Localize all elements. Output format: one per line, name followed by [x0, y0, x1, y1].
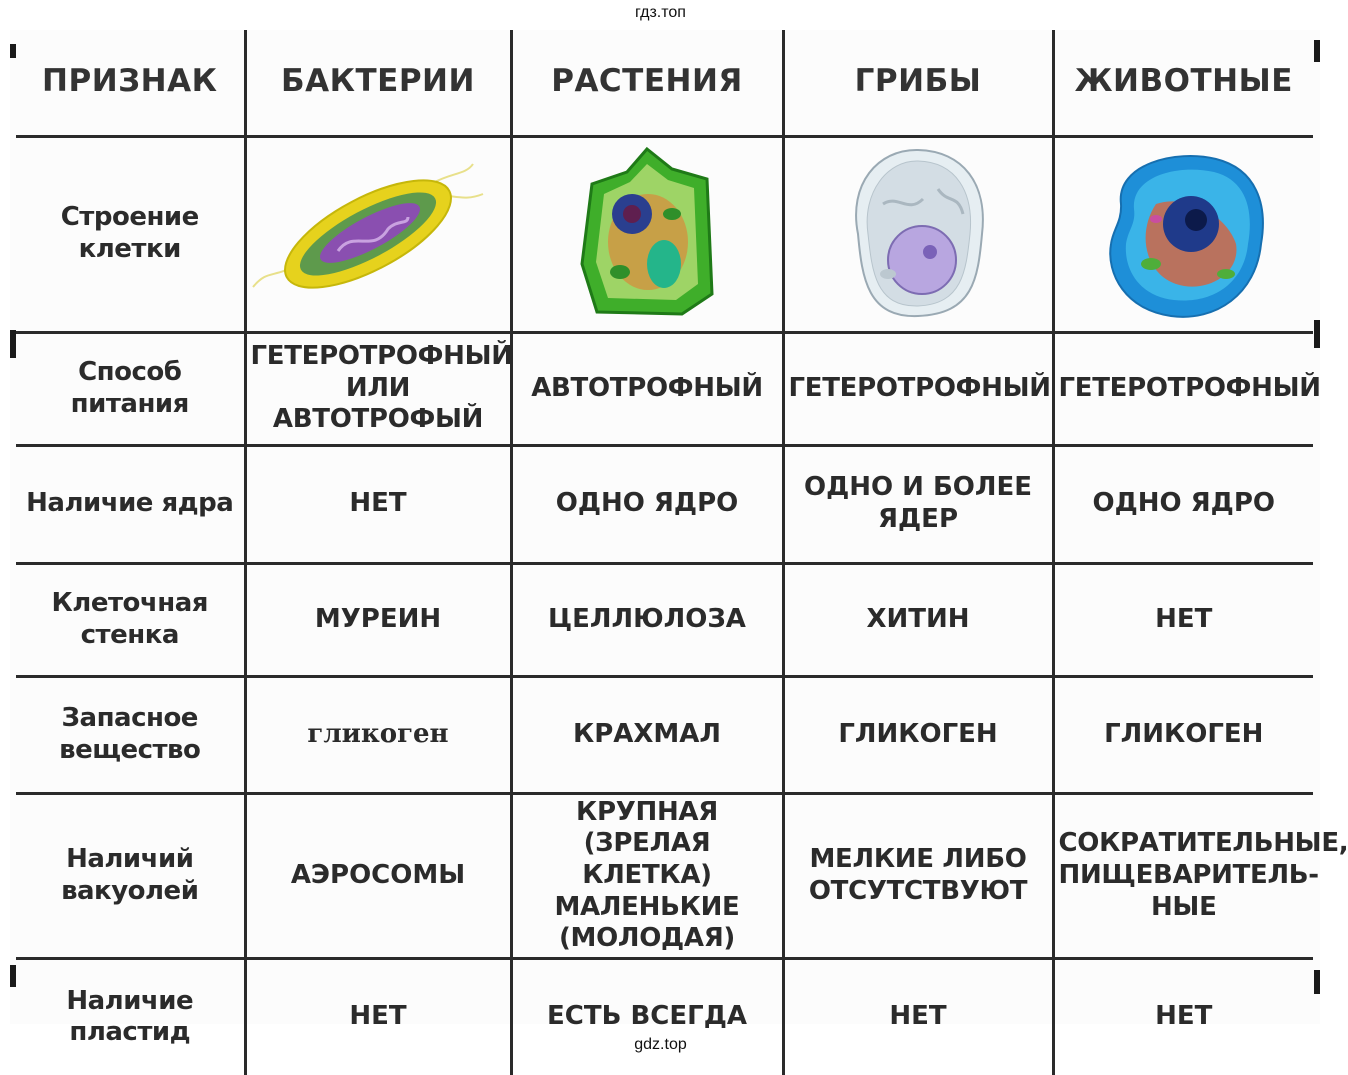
table-cell: КРУПНАЯ (ЗРЕЛАЯ КЛЕТКА) МАЛЕНЬКИЕ (МОЛОДАЯ)	[511, 793, 783, 959]
table-cell: МУРЕИН	[245, 563, 511, 676]
row-label: Наличие ядра	[16, 445, 245, 563]
animal-cell-image	[1053, 136, 1313, 332]
row-label: Наличий вакуолей	[16, 793, 245, 959]
page-edge-mark	[1314, 970, 1320, 994]
table-cell: АВТОТРОФНЫЙ	[511, 332, 783, 445]
row-label: Наличие пластид	[16, 959, 245, 1075]
table-cell: НЕТ	[245, 445, 511, 563]
table-cell: ГЛИКОГЕН	[1053, 676, 1313, 793]
table-cell: ГЕТЕРОТРОФНЫЙ	[1053, 332, 1313, 445]
table-cell: МЕЛКИЕ ЛИБО ОТСУТСТВУЮТ	[783, 793, 1053, 959]
plant-cell-image	[511, 136, 783, 332]
table-cell: ГЕТЕРОТРОФНЫЙ	[783, 332, 1053, 445]
table-cell: гликоген	[245, 676, 511, 793]
table-cell: ЕСТЬ ВСЕГДА	[511, 959, 783, 1075]
page-edge-mark	[1314, 320, 1320, 348]
table-row	[16, 793, 1313, 959]
plant-cell-illustration	[572, 144, 722, 324]
table-cell: НЕТ	[1053, 959, 1313, 1075]
table-cell: ОДНО ЯДРО	[1053, 445, 1313, 563]
table-cell: ГЕТЕРОТРОФНЫЙ ИЛИ АВТОТРОФЫЙ	[245, 332, 511, 445]
table-cell: ЦЕЛЛЮЛОЗА	[511, 563, 783, 676]
table-cell: КРАХМАЛ	[511, 676, 783, 793]
header-plants: РАСТЕНИЯ	[511, 30, 783, 136]
header-animals: ЖИВОТНЫЕ	[1053, 30, 1313, 136]
table-cell: НЕТ	[783, 959, 1053, 1075]
cell-comparison-table	[16, 30, 1348, 1075]
table-row	[16, 959, 1313, 1075]
table-cell: ОДНО ЯДРО	[511, 445, 783, 563]
header-trait: ПРИЗНАК	[16, 30, 245, 136]
table-row	[16, 563, 1313, 676]
table-cell: НЕТ	[1053, 563, 1313, 676]
table-cell: НЕТ	[245, 959, 511, 1075]
header-fungi: ГРИБЫ	[783, 30, 1053, 136]
table-cell: АЭРОСОМЫ	[245, 793, 511, 959]
header-bacteria: БАКТЕРИИ	[245, 30, 511, 136]
row-label: Клеточная стенка	[16, 563, 245, 676]
bacterial-cell-illustration	[258, 159, 498, 309]
bacterial-cell-image	[245, 136, 511, 332]
table-row	[16, 332, 1313, 445]
table-cell: ГЛИКОГЕН	[783, 676, 1053, 793]
watermark-bottom: gdz.top	[634, 1036, 687, 1053]
watermark-top: гдз.топ	[635, 4, 686, 21]
table-cell: ХИТИН	[783, 563, 1053, 676]
fungal-cell-illustration	[838, 144, 998, 324]
page-edge-mark	[1314, 40, 1320, 62]
header-row	[16, 30, 1313, 136]
fungal-cell-image	[783, 136, 1053, 332]
row-label: Способ питания	[16, 332, 245, 445]
table-cell: ОДНО И БОЛЕЕ ЯДЕР	[783, 445, 1053, 563]
row-label: Запасное вещество	[16, 676, 245, 793]
row-label: Строение клетки	[16, 136, 245, 332]
table-row	[16, 136, 1313, 332]
table-row	[16, 445, 1313, 563]
table-cell: СОКРАТИТЕЛЬНЫЕ, ПИЩЕВАРИТЕЛЬ-НЫЕ	[1053, 793, 1313, 959]
animal-cell-illustration	[1096, 144, 1271, 324]
table-row	[16, 676, 1313, 793]
